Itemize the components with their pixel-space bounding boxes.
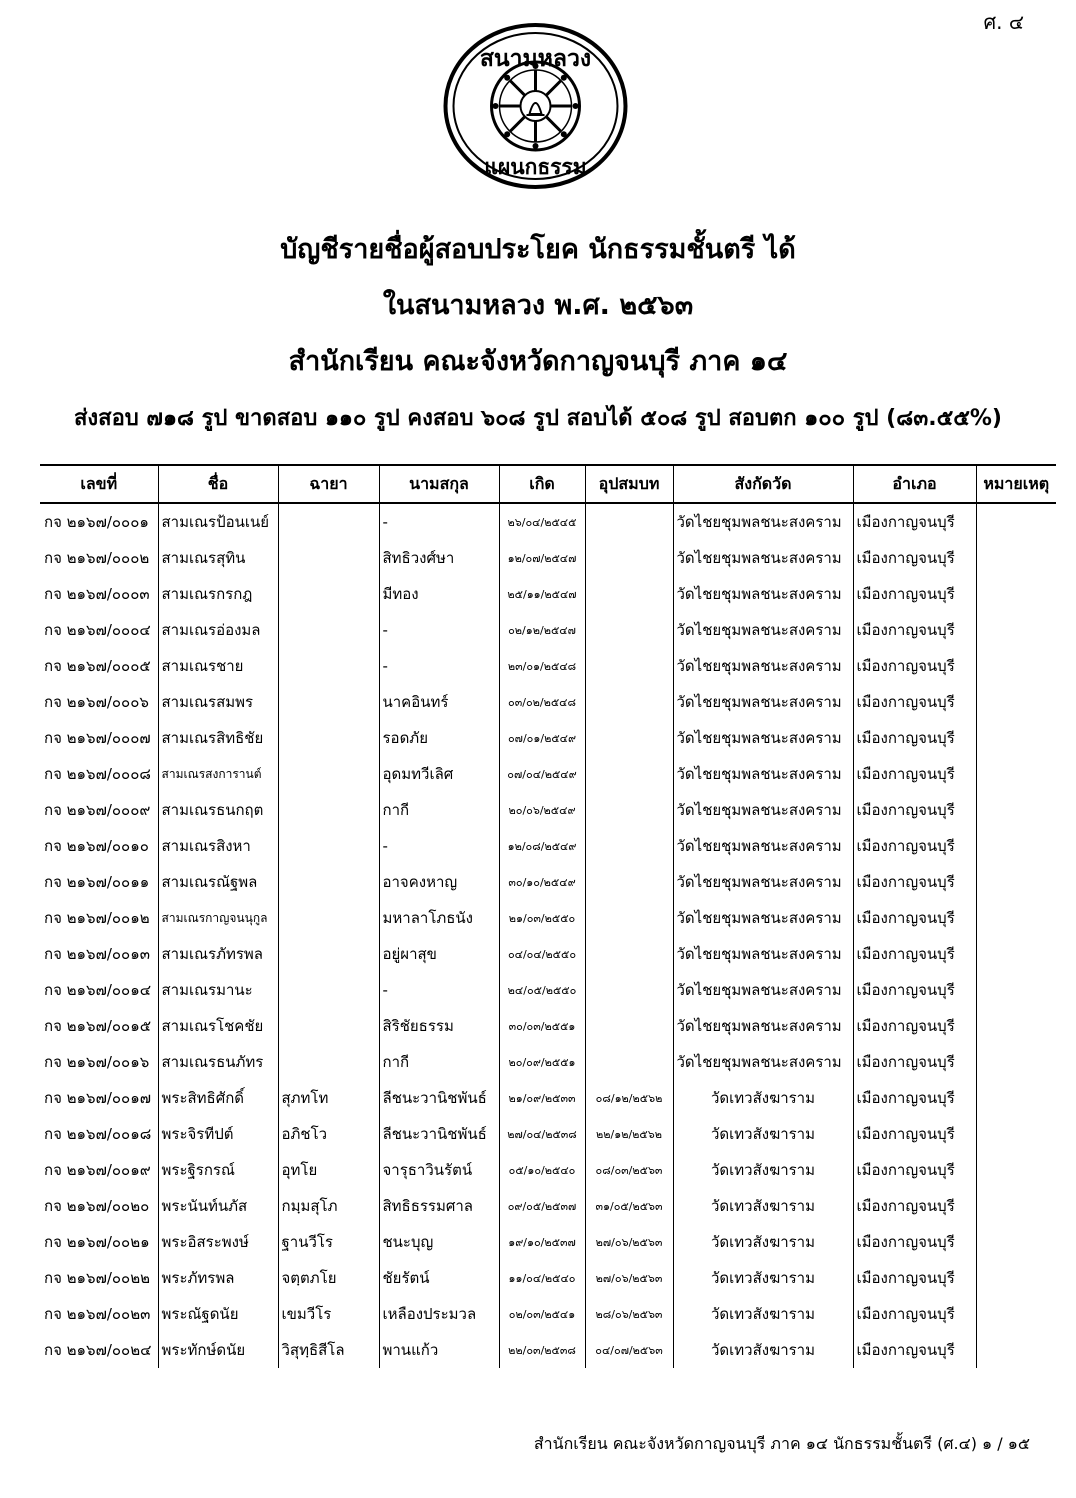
cell-remarks <box>976 1116 1056 1152</box>
cell-name: สามเณรสุทิน <box>158 540 278 576</box>
cell-remarks <box>976 972 1056 1008</box>
cell-temple: วัดไชยชุมพลชนะสงคราม <box>673 540 853 576</box>
cell-ordination <box>585 612 673 648</box>
table-row <box>40 503 1056 540</box>
cell-name: สามเณรมานะ <box>158 972 278 1008</box>
cell-temple: วัดเทวสังฆาราม <box>673 1152 853 1188</box>
cell-temple: วัดเทวสังฆาราม <box>673 1260 853 1296</box>
cell-remarks <box>976 900 1056 936</box>
cell-birth: ๑๒/๐๘/๒๕๔๙ <box>499 828 585 864</box>
cell-temple: วัดเทวสังฆาราม <box>673 1224 853 1260</box>
cell-surname: ชนะบุญ <box>379 1224 499 1260</box>
cell-number: กจ ๒๑๖๗/๐๐๑๔ <box>44 981 152 999</box>
table-row <box>40 936 1056 972</box>
cell-number: กจ ๒๑๖๗/๐๐๑๓ <box>44 945 150 963</box>
cell-ordination <box>585 936 673 972</box>
title-line-1: บัญชีรายชื่อผู้สอบประโยค นักธรรมชั้นตรี ได้ <box>280 234 796 265</box>
cell-name: สามเณรกรกฎ <box>158 576 278 612</box>
cell-temple: วัดไชยชุมพลชนะสงคราม <box>673 900 853 936</box>
cell-remarks <box>976 1332 1056 1368</box>
cell-district: เมืองกาญจนบุรี <box>853 1260 976 1296</box>
cell-surname: ลีชนะวานิชพันธ์ <box>379 1116 499 1152</box>
cell-number: กจ ๒๑๖๗/๐๐๑๒ <box>44 909 150 927</box>
cell-monastic-name <box>278 792 379 828</box>
cell-ordination: ๐๘/๑๒/๒๕๖๒ <box>585 1080 673 1116</box>
cell-name: สามเณรธนภัทร <box>158 1044 278 1080</box>
cell-surname: รอดภัย <box>379 720 499 756</box>
cell-surname: เหลืองประมวล <box>379 1296 499 1332</box>
cell-monastic-name <box>278 864 379 900</box>
cell-ordination: ๐๔/๐๗/๒๕๖๓ <box>585 1332 673 1368</box>
cell-temple: วัดไชยชุมพลชนะสงคราม <box>673 1044 853 1080</box>
cell-name: สามเณรณัฐพล <box>158 864 278 900</box>
cell-ordination <box>585 503 673 540</box>
cell-surname: กากี <box>379 792 499 828</box>
cell-surname: - <box>379 612 499 648</box>
cell-ordination <box>585 540 673 576</box>
cell-temple: วัดไชยชุมพลชนะสงคราม <box>673 972 853 1008</box>
cell-remarks <box>976 503 1056 540</box>
cell-district: เมืองกาญจนบุรี <box>853 1152 976 1188</box>
cell-monastic-name: สุภทโท <box>278 1080 379 1116</box>
cell-temple: วัดไชยชุมพลชนะสงคราม <box>673 828 853 864</box>
cell-remarks <box>976 720 1056 756</box>
table-row <box>40 1152 1056 1188</box>
cell-birth: ๒๖/๐๔/๒๕๔๕ <box>499 503 585 540</box>
cell-number: กจ ๒๑๖๗/๐๐๑๐ <box>44 837 149 855</box>
cell-birth: ๑๑/๐๔/๒๕๔๐ <box>499 1260 585 1296</box>
cell-remarks <box>976 864 1056 900</box>
cell-surname: อยู่ผาสุข <box>379 936 499 972</box>
cell-district: เมืองกาญจนบุรี <box>853 720 976 756</box>
cell-birth: ๒๔/๐๕/๒๕๕๐ <box>499 972 585 1008</box>
cell-temple: วัดไชยชุมพลชนะสงคราม <box>673 720 853 756</box>
cell-temple: วัดเทวสังฆาราม <box>673 1188 853 1224</box>
cell-surname: ลีชนะวานิชพันธ์ <box>379 1080 499 1116</box>
cell-temple: วัดเทวสังฆาราม <box>673 1116 853 1152</box>
cell-number: กจ ๒๑๖๗/๐๐๑๕ <box>44 1017 152 1035</box>
cell-number: กจ ๒๑๖๗/๐๐๒๓ <box>44 1305 151 1323</box>
cell-number: กจ ๒๑๖๗/๐๐๐๖ <box>44 693 149 711</box>
cell-ordination <box>585 1044 673 1080</box>
cell-birth: ๐๕/๑๐/๒๕๔๐ <box>499 1152 585 1188</box>
cell-monastic-name <box>278 756 379 792</box>
cell-remarks <box>976 576 1056 612</box>
cell-name: สามเณรอ่องมล <box>158 612 278 648</box>
cell-ordination: ๒๗/๐๖/๒๕๖๓ <box>585 1224 673 1260</box>
cell-remarks <box>976 684 1056 720</box>
cell-birth: ๒๗/๐๔/๒๕๓๘ <box>499 1116 585 1152</box>
cell-monastic-name <box>278 503 379 540</box>
cell-ordination: ๒๒/๑๒/๒๕๖๒ <box>585 1116 673 1152</box>
cell-district: เมืองกาญจนบุรี <box>853 1116 976 1152</box>
cell-surname: ชัยรัตน์ <box>379 1260 499 1296</box>
cell-birth: ๒๕/๑๑/๒๕๔๗ <box>499 576 585 612</box>
cell-surname: - <box>379 828 499 864</box>
cell-remarks <box>976 1224 1056 1260</box>
table-row <box>40 900 1056 936</box>
cell-name: สามเณรสิทธิชัย <box>158 720 278 756</box>
cell-name: สามเณรสงการานต์ <box>158 756 278 792</box>
cell-district: เมืองกาญจนบุรี <box>853 756 976 792</box>
table-row <box>40 972 1056 1008</box>
cell-temple: วัดไชยชุมพลชนะสงคราม <box>673 648 853 684</box>
cell-number: กจ ๒๑๖๗/๐๐๐๒ <box>44 549 150 567</box>
table-row <box>40 720 1056 756</box>
cell-name: พระนันท์นภัส <box>158 1188 278 1224</box>
results-table <box>40 464 1056 1368</box>
title-line-3: สำนักเรียน คณะจังหวัดกาญจนบุรี ภาค ๑๔ <box>288 346 788 377</box>
form-code: ศ. ๔ <box>983 10 1024 34</box>
cell-ordination <box>585 720 673 756</box>
cell-birth: ๑๒/๐๗/๒๕๔๗ <box>499 540 585 576</box>
cell-remarks <box>976 612 1056 648</box>
cell-district: เมืองกาญจนบุรี <box>853 1224 976 1260</box>
table-row <box>40 648 1056 684</box>
cell-name: พระอิสระพงษ์ <box>158 1224 278 1260</box>
header-birth: เกิด <box>499 465 585 503</box>
cell-number: กจ ๒๑๖๗/๐๐๒๒ <box>44 1269 150 1287</box>
cell-birth: ๐๒/๐๓/๒๕๔๑ <box>499 1296 585 1332</box>
cell-district: เมืองกาญจนบุรี <box>853 1296 976 1332</box>
cell-ordination <box>585 864 673 900</box>
dhamma-seal-logo <box>443 22 628 190</box>
cell-number: กจ ๒๑๖๗/๐๐๐๙ <box>44 801 151 819</box>
cell-district: เมืองกาญจนบุรี <box>853 503 976 540</box>
cell-monastic-name <box>278 972 379 1008</box>
cell-name: สามเณรสิงหา <box>158 828 278 864</box>
header-surname: นามสกุล <box>379 465 499 503</box>
cell-remarks <box>976 936 1056 972</box>
cell-name: สามเณรชาย <box>158 648 278 684</box>
cell-district: เมืองกาญจนบุรี <box>853 684 976 720</box>
table-row <box>40 1116 1056 1152</box>
cell-monastic-name: เขมวีโร <box>278 1296 379 1332</box>
cell-temple: วัดไชยชุมพลชนะสงคราม <box>673 864 853 900</box>
cell-monastic-name <box>278 612 379 648</box>
cell-birth: ๐๗/๐๔/๒๕๔๙ <box>499 756 585 792</box>
cell-ordination: ๒๘/๐๖/๒๕๖๓ <box>585 1296 673 1332</box>
cell-name: พระณัฐดนัย <box>158 1296 278 1332</box>
cell-ordination <box>585 576 673 612</box>
table-row <box>40 1188 1056 1224</box>
cell-remarks <box>976 1008 1056 1044</box>
cell-monastic-name: วิสุทฺธิสีโล <box>278 1332 379 1368</box>
cell-remarks <box>976 828 1056 864</box>
cell-district: เมืองกาญจนบุรี <box>853 612 976 648</box>
cell-number: กจ ๒๑๖๗/๐๐๑๑ <box>44 873 150 891</box>
cell-remarks <box>976 756 1056 792</box>
document-titles <box>0 222 1076 390</box>
cell-surname: พานแก้ว <box>379 1332 499 1368</box>
cell-birth: ๓๐/๐๓/๒๕๕๑ <box>499 1008 585 1044</box>
exam-summary: ส่งสอบ ๗๑๘ รูป ขาดสอบ ๑๑๐ รูป คงสอบ ๖๐๘ รูป สอบได้ ๕๐๘ รูป สอบตก ๑๐๐ รูป (๘๓.๕๕%) <box>74 406 1002 431</box>
cell-remarks <box>976 1044 1056 1080</box>
cell-surname: นาคอินทร์ <box>379 684 499 720</box>
cell-number: กจ ๒๑๖๗/๐๐๒๔ <box>44 1341 152 1359</box>
cell-monastic-name <box>278 576 379 612</box>
table-row <box>40 1008 1056 1044</box>
cell-number: กจ ๒๑๖๗/๐๐๐๗ <box>44 729 151 747</box>
cell-district: เมืองกาญจนบุรี <box>853 1008 976 1044</box>
cell-birth: ๒๐/๐๙/๒๕๕๑ <box>499 1044 585 1080</box>
cell-district: เมืองกาญจนบุรี <box>853 540 976 576</box>
cell-monastic-name <box>278 936 379 972</box>
cell-monastic-name <box>278 900 379 936</box>
cell-district: เมืองกาญจนบุรี <box>853 1080 976 1116</box>
cell-number: กจ ๒๑๖๗/๐๐๐๔ <box>44 621 151 639</box>
cell-birth: ๐๓/๐๒/๒๕๔๘ <box>499 684 585 720</box>
cell-ordination <box>585 1008 673 1044</box>
cell-name: สามเณรป้อนเนย์ <box>158 503 278 540</box>
cell-birth: ๐๗/๐๑/๒๕๔๙ <box>499 720 585 756</box>
cell-monastic-name: จตฺตภโย <box>278 1260 379 1296</box>
svg-text:สนามหลวง: สนามหลวง <box>479 46 592 72</box>
cell-name: พระจิรทีปต์ <box>158 1116 278 1152</box>
cell-number: กจ ๒๑๖๗/๐๐๐๑ <box>44 513 149 531</box>
cell-remarks <box>976 540 1056 576</box>
cell-name: สามเณรภัทรพล <box>158 936 278 972</box>
cell-ordination <box>585 972 673 1008</box>
cell-monastic-name: อภิชโว <box>278 1116 379 1152</box>
cell-number: กจ ๒๑๖๗/๐๐๐๕ <box>44 657 151 675</box>
cell-district: เมืองกาญจนบุรี <box>853 648 976 684</box>
cell-number: กจ ๒๑๖๗/๐๐๑๘ <box>44 1125 152 1143</box>
cell-remarks <box>976 1260 1056 1296</box>
cell-name: พระฐิรกรณ์ <box>158 1152 278 1188</box>
header-district: อำเภอ <box>853 465 976 503</box>
table-row <box>40 1260 1056 1296</box>
svg-text:แผนกธรรม: แผนกธรรม <box>484 155 587 179</box>
table-header-row <box>40 465 1056 503</box>
cell-number: กจ ๒๑๖๗/๐๐๑๖ <box>44 1053 150 1071</box>
cell-surname: - <box>379 503 499 540</box>
header-monastic-name: ฉายา <box>278 465 379 503</box>
cell-surname: กากี <box>379 1044 499 1080</box>
cell-birth: ๒๑/๐๙/๒๕๓๓ <box>499 1080 585 1116</box>
cell-surname: - <box>379 972 499 1008</box>
cell-district: เมืองกาญจนบุรี <box>853 792 976 828</box>
cell-monastic-name <box>278 540 379 576</box>
cell-temple: วัดเทวสังฆาราม <box>673 1080 853 1116</box>
cell-surname: อาจคงหาญ <box>379 864 499 900</box>
cell-monastic-name <box>278 1008 379 1044</box>
cell-surname: จารุธาวินรัตน์ <box>379 1152 499 1188</box>
cell-ordination <box>585 684 673 720</box>
table-row <box>40 792 1056 828</box>
cell-remarks <box>976 792 1056 828</box>
table-row <box>40 576 1056 612</box>
cell-birth: ๐๙/๐๕/๒๕๓๗ <box>499 1188 585 1224</box>
cell-number: กจ ๒๑๖๗/๐๐๐๘ <box>44 765 151 783</box>
cell-ordination: ๒๗/๐๖/๒๕๖๓ <box>585 1260 673 1296</box>
page-footer: สำนักเรียน คณะจังหวัดกาญจนบุรี ภาค ๑๔ นักธรรมชั้นตรี (ศ.๔) ๑ / ๑๕ <box>533 1434 1030 1453</box>
cell-temple: วัดไชยชุมพลชนะสงคราม <box>673 1008 853 1044</box>
cell-monastic-name <box>278 828 379 864</box>
cell-district: เมืองกาญจนบุรี <box>853 972 976 1008</box>
cell-birth: ๐๒/๑๒/๒๕๔๗ <box>499 612 585 648</box>
table-row <box>40 756 1056 792</box>
cell-name: พระภัทรพล <box>158 1260 278 1296</box>
cell-ordination: ๓๑/๐๕/๒๕๖๓ <box>585 1188 673 1224</box>
cell-ordination <box>585 828 673 864</box>
cell-monastic-name: อุทโย <box>278 1152 379 1188</box>
table-row <box>40 864 1056 900</box>
cell-birth: ๒๐/๐๖/๒๕๔๙ <box>499 792 585 828</box>
cell-temple: วัดไชยชุมพลชนะสงคราม <box>673 936 853 972</box>
cell-temple: วัดไชยชุมพลชนะสงคราม <box>673 684 853 720</box>
title-line-2: ในสนามหลวง พ.ศ. ๒๕๖๓ <box>382 290 694 321</box>
table-row <box>40 1224 1056 1260</box>
cell-ordination <box>585 792 673 828</box>
table-row <box>40 828 1056 864</box>
cell-district: เมืองกาญจนบุรี <box>853 1188 976 1224</box>
cell-name: สามเณรสมพร <box>158 684 278 720</box>
cell-monastic-name <box>278 1044 379 1080</box>
cell-number: กจ ๒๑๖๗/๐๐๒๐ <box>44 1197 150 1215</box>
table-row <box>40 612 1056 648</box>
cell-surname: อุดมทวีเลิศ <box>379 756 499 792</box>
cell-monastic-name: ฐานวีโร <box>278 1224 379 1260</box>
cell-district: เมืองกาญจนบุรี <box>853 1044 976 1080</box>
cell-ordination <box>585 900 673 936</box>
cell-monastic-name: กมฺมสุโภ <box>278 1188 379 1224</box>
cell-name: สามเณรธนกฤต <box>158 792 278 828</box>
cell-surname: มหาลาโภธนัง <box>379 900 499 936</box>
cell-remarks <box>976 1188 1056 1224</box>
cell-remarks <box>976 648 1056 684</box>
cell-remarks <box>976 1080 1056 1116</box>
cell-name: สามเณรโชคชัย <box>158 1008 278 1044</box>
cell-district: เมืองกาญจนบุรี <box>853 1332 976 1368</box>
header-number: เลขที่ <box>40 465 158 503</box>
cell-name: สามเณรกาญจนนุกูล <box>158 900 278 936</box>
cell-birth: ๑๙/๑๐/๒๕๓๗ <box>499 1224 585 1260</box>
cell-temple: วัดเทวสังฆาราม <box>673 1296 853 1332</box>
cell-birth: ๓๐/๑๐/๒๕๔๙ <box>499 864 585 900</box>
table-row <box>40 1332 1056 1368</box>
cell-monastic-name <box>278 720 379 756</box>
cell-district: เมืองกาญจนบุรี <box>853 900 976 936</box>
table-row <box>40 1044 1056 1080</box>
cell-district: เมืองกาญจนบุรี <box>853 828 976 864</box>
cell-temple: วัดไชยชุมพลชนะสงคราม <box>673 576 853 612</box>
cell-birth: ๐๔/๐๔/๒๕๕๐ <box>499 936 585 972</box>
table-row <box>40 540 1056 576</box>
cell-monastic-name <box>278 684 379 720</box>
cell-temple: วัดไชยชุมพลชนะสงคราม <box>673 612 853 648</box>
cell-temple: วัดไชยชุมพลชนะสงคราม <box>673 503 853 540</box>
cell-surname: สิทธิธรรมศาล <box>379 1188 499 1224</box>
cell-monastic-name <box>278 648 379 684</box>
cell-number: กจ ๒๑๖๗/๐๐๐๓ <box>44 585 150 603</box>
header-remarks: หมายเหตุ <box>976 465 1056 503</box>
cell-birth: ๒๓/๐๑/๒๕๔๘ <box>499 648 585 684</box>
cell-birth: ๒๑/๐๓/๒๕๕๐ <box>499 900 585 936</box>
cell-remarks <box>976 1296 1056 1332</box>
table-row <box>40 1080 1056 1116</box>
cell-district: เมืองกาญจนบุรี <box>853 936 976 972</box>
cell-remarks <box>976 1152 1056 1188</box>
cell-number: กจ ๒๑๖๗/๐๐๑๗ <box>44 1089 152 1107</box>
cell-ordination: ๐๘/๐๓/๒๕๖๓ <box>585 1152 673 1188</box>
header-ordination: อุปสมบท <box>585 465 673 503</box>
cell-number: กจ ๒๑๖๗/๐๐๒๑ <box>44 1233 150 1251</box>
cell-temple: วัดเทวสังฆาราม <box>673 1332 853 1368</box>
cell-surname: สิริชัยธรรม <box>379 1008 499 1044</box>
cell-district: เมืองกาญจนบุรี <box>853 576 976 612</box>
cell-temple: วัดไชยชุมพลชนะสงคราม <box>673 756 853 792</box>
cell-surname: สิทธิวงศ์ษา <box>379 540 499 576</box>
cell-ordination <box>585 756 673 792</box>
cell-surname: มีทอง <box>379 576 499 612</box>
cell-number: กจ ๒๑๖๗/๐๐๑๙ <box>44 1161 151 1179</box>
table-row <box>40 1296 1056 1332</box>
cell-temple: วัดไชยชุมพลชนะสงคราม <box>673 792 853 828</box>
cell-district: เมืองกาญจนบุรี <box>853 864 976 900</box>
header-name: ชื่อ <box>158 465 278 503</box>
cell-birth: ๒๒/๐๓/๒๕๓๘ <box>499 1332 585 1368</box>
header-temple: สังกัดวัด <box>673 465 853 503</box>
cell-name: พระสิทธิศักดิ์ <box>158 1080 278 1116</box>
cell-surname: - <box>379 648 499 684</box>
cell-ordination <box>585 648 673 684</box>
cell-name: พระทักษ์ดนัย <box>158 1332 278 1368</box>
table-row <box>40 684 1056 720</box>
